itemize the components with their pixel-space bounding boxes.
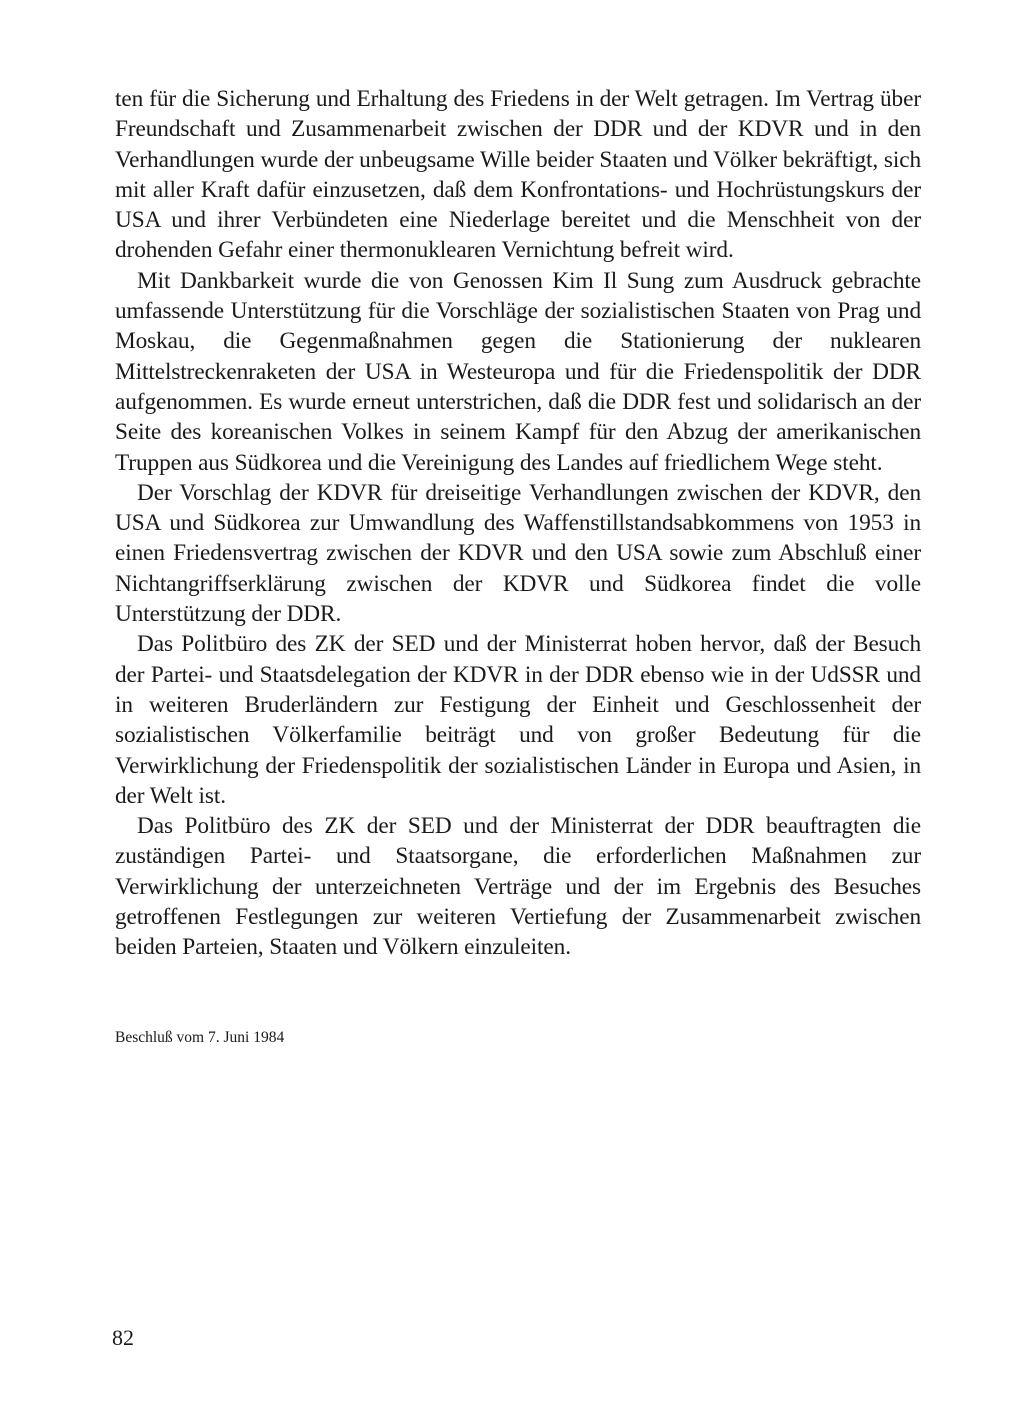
resolution-date-note: Beschluß vom 7. Juni 1984 (115, 1029, 285, 1046)
body-text (115, 84, 921, 963)
paragraph-4: Das Politbüro des ZK der SED und der Ministerrat hoben hervor, daß der Besuch der Partei- und Staatsdelegation der KDVR in der DDR ebenso wie in der UdSSR und in weiteren Bruderländern zur Festigung der Einheit und Geschlossenheit der sozialistischen Völkerfamilie beiträgt und von großer Bedeutung für die Verwirklichung der Friedenspolitik der sozialistischen Länder in Europa und Asien, in der Welt ist. (115, 631, 921, 809)
paragraph-2: Mit Dankbarkeit wurde die von Genossen Kim Il Sung zum Ausdruck gebrachte umfassende Unterstützung für die Vorschläge der sozialistischen Staaten von Prag und Moskau, die Gegenmaßnahmen gegen die Stationierung der nuklearen Mittelstreckenraketen der USA in Westeuropa und für die Friedenspolitik der DDR aufgenommen. Es wurde erneut unterstrichen, daß die DDR fest und solidarisch an der Seite des koreanischen Volkes in seinem Kampf für den Abzug der amerikanischen Truppen aus Südkorea und die Vereinigung des Landes auf friedlichem Wege steht. (115, 267, 921, 476)
page-number: 82 (112, 1325, 134, 1350)
paragraph-5: Das Politbüro des ZK der SED und der Ministerrat der DDR beauftragten die zuständigen Partei- und Staatsorgane, die erforderlichen Maßnahmen zur Verwirklichung der unterzeichneten Verträge und der im Ergebnis des Besuches getroffenen Festlegungen zur weiteren Vertiefung der Zusammenarbeit zwischen beiden Parteien, Staaten und Völkern einzuleiten. (115, 813, 921, 961)
paragraph-1: ten für die Sicherung und Erhaltung des Friedens in der Welt getragen. Im Vertrag über Freundschaft und Zusammenarbeit zwischen der DDR und der KDVR und in den Verhandlungen wurde der unbeugsame Wille beider Staaten und Völker bekräftigt, sich mit aller Kraft dafür einzusetzen, daß dem Konfrontations- und Hochrüstungskurs der USA und ihrer Verbündeten eine Niederlage bereitet und die Menschheit von der drohenden Gefahr einer thermonuklearen Vernichtung befreit wird. (115, 86, 921, 264)
paragraph-3: Der Vorschlag der KDVR für dreiseitige Verhandlungen zwischen der KDVR, den USA und Südkorea zur Umwandlung des Waffenstillstandsabkommens von 1953 in einen Friedensvertrag zwischen der KDVR und den USA sowie zum Abschluß einer Nichtangriffserklärung zwischen der KDVR und Südkorea findet die volle Unterstützung der DDR. (115, 479, 921, 628)
